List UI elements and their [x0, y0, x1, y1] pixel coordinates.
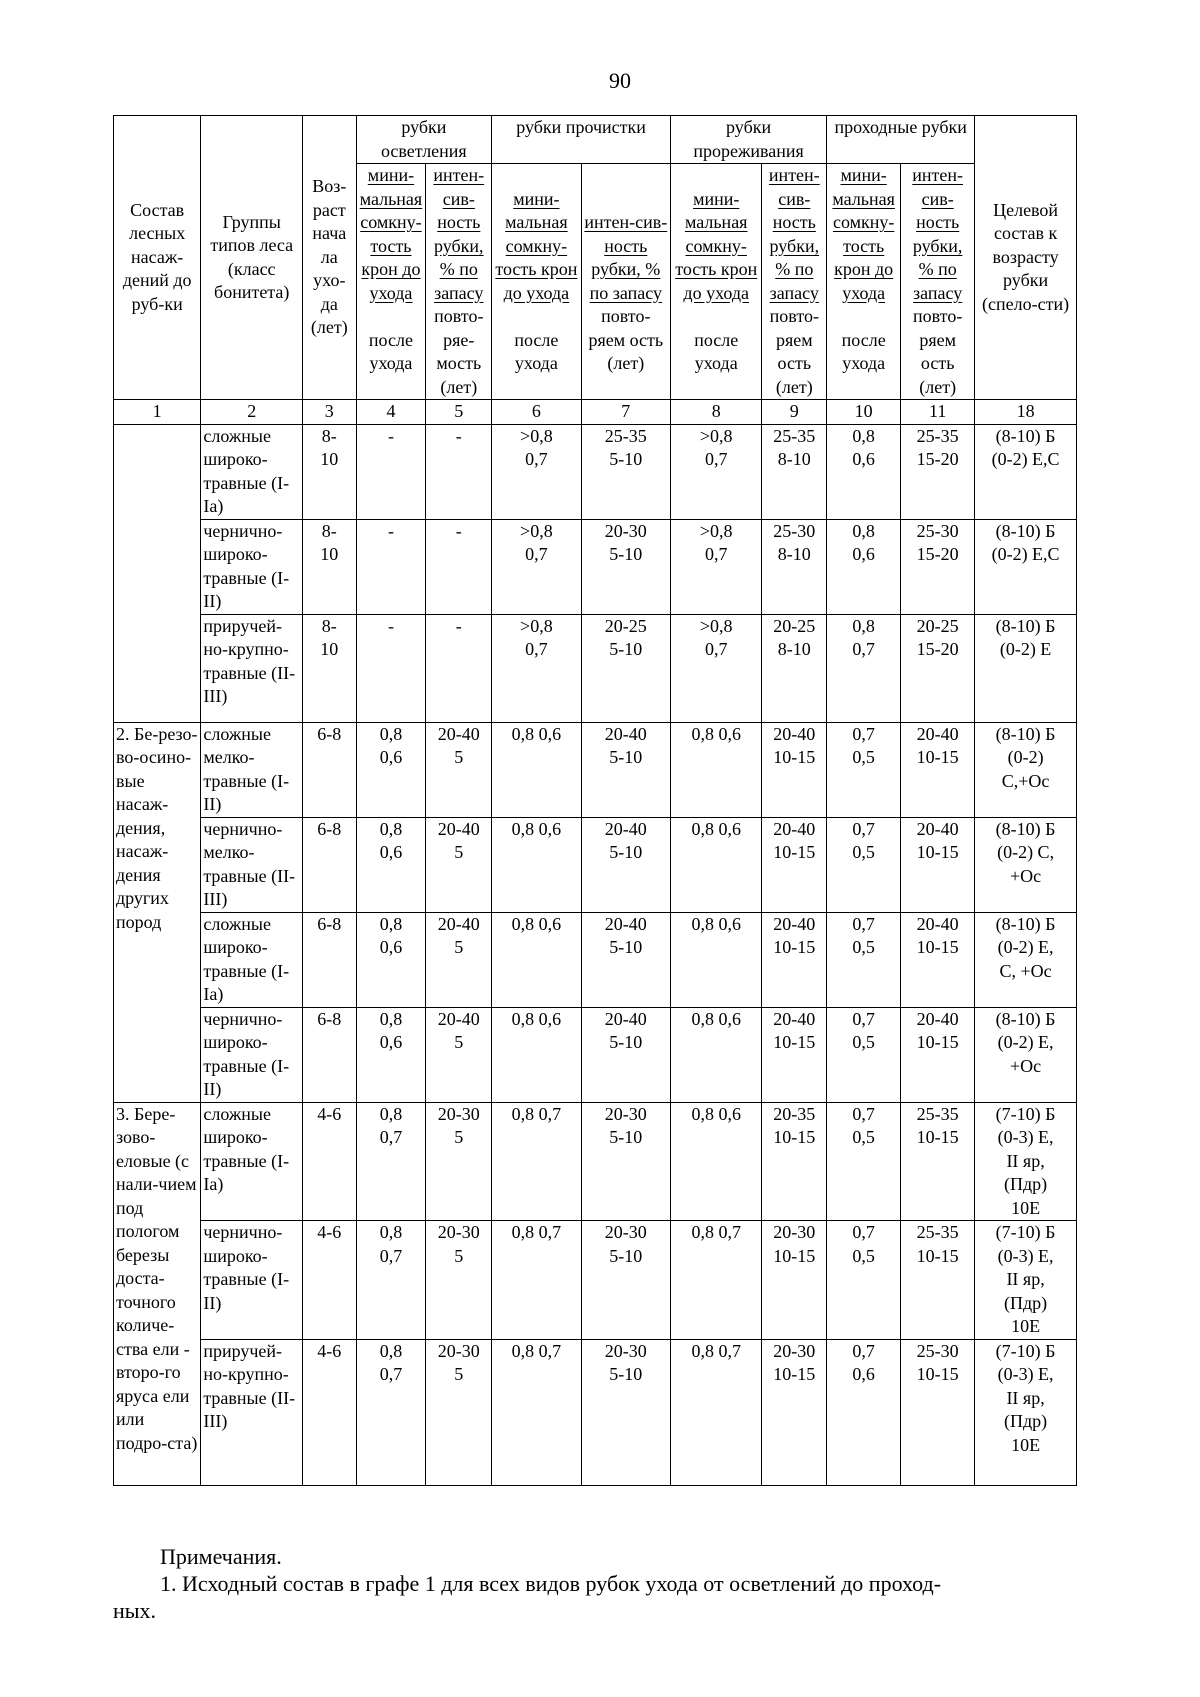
value-cell-c8: >0,8 0,7: [670, 424, 761, 519]
value-cell-c10: 0,8 0,7: [827, 614, 901, 722]
value-cell-c4: 0,8 0,6: [356, 722, 426, 817]
value-cell-c9: 20-40 10-15: [762, 1007, 827, 1102]
value-cell-c5: -: [426, 614, 492, 722]
table-row: [114, 614, 1077, 722]
header-group-2: рубки прореживания: [670, 116, 826, 164]
value-cell-c7: 20-40 5-10: [581, 1007, 670, 1102]
value-cell-age: 6-8: [303, 912, 356, 1007]
notes-title: Примечания.: [160, 1544, 282, 1569]
value-cell-c4: -: [356, 424, 426, 519]
value-cell-c6: 0,8 0,6: [492, 1007, 581, 1102]
value-cell-c6: 0,8 0,6: [492, 817, 581, 912]
value-cell-c8: 0,8 0,6: [670, 1007, 761, 1102]
value-cell-c6: >0,8 0,7: [492, 424, 581, 519]
col-number-7: 7: [581, 400, 670, 425]
forest-type-cell: чернично-широко-травные (I-II): [201, 519, 303, 614]
value-cell-c5: 20-40 5: [426, 1007, 492, 1102]
table-row: [114, 722, 1077, 817]
value-cell-c10: 0,7 0,6: [827, 1339, 901, 1485]
value-cell-c7: 20-30 5-10: [581, 1221, 670, 1340]
page-number: 90: [609, 68, 631, 93]
header-repeat-0: повто-ряе-мость (лет): [426, 305, 492, 400]
value-cell-c6: 0,8 0,7: [492, 1102, 581, 1221]
header-intensity-3: интен-сив-ность рубки, % по запасу: [901, 164, 975, 306]
value-cell-c10: 0,7 0,5: [827, 1007, 901, 1102]
header-group-0: рубки осветления: [356, 116, 492, 164]
forest-type-cell: чернично-широко-травные (I-II): [201, 1221, 303, 1340]
value-cell-c10: 0,7 0,5: [827, 817, 901, 912]
value-cell-c10: 0,7 0,5: [827, 912, 901, 1007]
value-cell-c9: 20-40 10-15: [762, 817, 827, 912]
value-cell-age: 6-8: [303, 817, 356, 912]
value-cell-c9: 20-30 10-15: [762, 1221, 827, 1340]
header-after-care-3: после ухода: [827, 305, 901, 400]
header-min-closure-1: мини-мальная сомкну-тость крон до ухода: [492, 164, 581, 306]
table-row: [114, 912, 1077, 1007]
value-cell-c7: 20-30 5-10: [581, 1339, 670, 1485]
value-cell-c11: 20-40 10-15: [901, 722, 975, 817]
value-cell-c11: 20-40 10-15: [901, 817, 975, 912]
value-cell-c7: 20-40 5-10: [581, 817, 670, 912]
value-cell-c4: 0,8 0,7: [356, 1339, 426, 1485]
forest-type-cell: чернично-мелко-травные (II-III): [201, 817, 303, 912]
header-group-3: проходные рубки: [827, 116, 975, 164]
header-intensity-0: интен-сив-ность рубки, % по запасу: [426, 164, 492, 306]
col-number-1: 1: [114, 400, 201, 425]
forest-type-cell: сложные широко-травные (I-Ia): [201, 1102, 303, 1221]
value-cell-c18: (7-10) Б (0-3) Е, II яр, (Пдр) 10Е: [975, 1221, 1077, 1340]
value-cell-c7: 20-40 5-10: [581, 722, 670, 817]
value-cell-c9: 20-40 10-15: [762, 722, 827, 817]
value-cell-c6: 0,8 0,7: [492, 1221, 581, 1340]
header-after-care-1: после ухода: [492, 305, 581, 400]
header-group-1: рубки прочистки: [492, 116, 671, 164]
value-cell-age: 4-6: [303, 1339, 356, 1485]
value-cell-c9: 20-40 10-15: [762, 912, 827, 1007]
table-row: [114, 519, 1077, 614]
value-cell-c6: 0,8 0,6: [492, 912, 581, 1007]
header-composition: Состав лесных насаж-дений до руб-ки: [114, 116, 201, 400]
value-cell-c5: 20-40 5: [426, 912, 492, 1007]
value-cell-c5: 20-30 5: [426, 1102, 492, 1221]
value-cell-age: 8- 10: [303, 424, 356, 519]
table-row: [114, 1221, 1077, 1340]
value-cell-c11: 20-40 10-15: [901, 912, 975, 1007]
value-cell-c11: 25-30 10-15: [901, 1339, 975, 1485]
table-row: [114, 1007, 1077, 1102]
value-cell-c7: 25-35 5-10: [581, 424, 670, 519]
composition-cell: [114, 424, 201, 722]
col-number-10: 10: [827, 400, 901, 425]
header-min-closure-2: мини-мальная сомкну-тость крон до ухода: [670, 164, 761, 306]
value-cell-c8: 0,8 0,7: [670, 1339, 761, 1485]
value-cell-c4: 0,8 0,6: [356, 817, 426, 912]
value-cell-c10: 0,7 0,5: [827, 1102, 901, 1221]
value-cell-c11: 25-30 15-20: [901, 519, 975, 614]
header-after-care-0: после ухода: [356, 305, 426, 400]
col-number-11: 11: [901, 400, 975, 425]
value-cell-c10: 0,7 0,5: [827, 1221, 901, 1340]
value-cell-c8: >0,8 0,7: [670, 519, 761, 614]
value-cell-c9: 25-30 8-10: [762, 519, 827, 614]
value-cell-c18: (8-10) Б (0-2) Е,С: [975, 519, 1077, 614]
value-cell-c18: (8-10) Б (0-2) С,+Ос: [975, 722, 1077, 817]
header-after-care-2: после ухода: [670, 305, 761, 400]
value-cell-c10: 0,8 0,6: [827, 519, 901, 614]
header-forest-type: Группы типов леса (класс бонитета): [201, 116, 303, 400]
value-cell-c11: 25-35 10-15: [901, 1102, 975, 1221]
forest-type-cell: приручей-но-крупно-травные (II-III): [201, 614, 303, 722]
col-number-12: 18: [975, 400, 1077, 425]
value-cell-c4: -: [356, 519, 426, 614]
composition-cell: 3. Бере-зово-еловые (с нали-чием под пологом березы доста-точного количе-ства ели - второ-го яруса ели или подро-ста): [114, 1102, 201, 1485]
notes: [113, 1543, 1080, 1624]
value-cell-c9: 20-35 10-15: [762, 1102, 827, 1221]
value-cell-c18: (7-10) Б (0-3) Е, II яр, (Пдр) 10Е: [975, 1102, 1077, 1221]
header-repeat-1: повто-ряем ость (лет): [581, 305, 670, 400]
value-cell-c5: 20-40 5: [426, 817, 492, 912]
value-cell-c4: 0,8 0,6: [356, 912, 426, 1007]
value-cell-c9: 20-25 8-10: [762, 614, 827, 722]
forest-type-cell: сложные широко-травные (I-Ia): [201, 424, 303, 519]
value-cell-c8: 0,8 0,6: [670, 912, 761, 1007]
col-number-2: 2: [201, 400, 303, 425]
value-cell-c11: 25-35 15-20: [901, 424, 975, 519]
col-number-8: 8: [670, 400, 761, 425]
value-cell-age: 4-6: [303, 1221, 356, 1340]
value-cell-c5: 20-30 5: [426, 1221, 492, 1340]
header-min-closure-3: мини-мальная сомкну-тость крон до ухода: [827, 164, 901, 306]
value-cell-c5: -: [426, 424, 492, 519]
value-cell-c18: (8-10) Б (0-2) Е, С, +Ос: [975, 912, 1077, 1007]
value-cell-c10: 0,8 0,6: [827, 424, 901, 519]
col-number-5: 5: [426, 400, 492, 425]
value-cell-c7: 20-25 5-10: [581, 614, 670, 722]
value-cell-c8: 0,8 0,6: [670, 722, 761, 817]
value-cell-age: 8- 10: [303, 614, 356, 722]
value-cell-c7: 20-30 5-10: [581, 519, 670, 614]
value-cell-c7: 20-40 5-10: [581, 912, 670, 1007]
value-cell-c4: 0,8 0,7: [356, 1221, 426, 1340]
value-cell-c4: 0,8 0,6: [356, 1007, 426, 1102]
value-cell-c8: >0,8 0,7: [670, 614, 761, 722]
value-cell-c4: -: [356, 614, 426, 722]
value-cell-c11: 20-25 15-20: [901, 614, 975, 722]
value-cell-c6: >0,8 0,7: [492, 519, 581, 614]
forest-thinning-table: [113, 115, 1077, 1486]
value-cell-c8: 0,8 0,6: [670, 1102, 761, 1221]
col-number-3: 3: [303, 400, 356, 425]
value-cell-c11: 20-40 10-15: [901, 1007, 975, 1102]
value-cell-c18: (8-10) Б (0-2) С, +Ос: [975, 817, 1077, 912]
col-number-9: 9: [762, 400, 827, 425]
value-cell-age: 8- 10: [303, 519, 356, 614]
table-row: [114, 424, 1077, 519]
value-cell-age: 6-8: [303, 722, 356, 817]
col-number-4: 4: [356, 400, 426, 425]
value-cell-age: 6-8: [303, 1007, 356, 1102]
table-row: [114, 1102, 1077, 1221]
value-cell-c18: (8-10) Б (0-2) Е,С: [975, 424, 1077, 519]
header-repeat-2: повто-ряем ость (лет): [762, 305, 827, 400]
header-intensity-1: интен-сив-ность рубки, % по запасу: [581, 164, 670, 306]
value-cell-c10: 0,7 0,5: [827, 722, 901, 817]
header-intensity-2: интен-сив-ность рубки, % по запасу: [762, 164, 827, 306]
value-cell-c5: 20-40 5: [426, 722, 492, 817]
header-min-closure-0: мини-мальная сомкну-тость крон до ухода: [356, 164, 426, 306]
forest-type-cell: чернично-широко-травные (I-II): [201, 1007, 303, 1102]
forest-type-cell: сложные мелко-травные (I-II): [201, 722, 303, 817]
forest-type-cell: приручей-но-крупно-травные (II-III): [201, 1339, 303, 1485]
value-cell-c5: 20-30 5: [426, 1339, 492, 1485]
col-number-6: 6: [492, 400, 581, 425]
value-cell-c6: 0,8 0,7: [492, 1339, 581, 1485]
value-cell-c9: 25-35 8-10: [762, 424, 827, 519]
value-cell-c9: 20-30 10-15: [762, 1339, 827, 1485]
forest-type-cell: сложные широко-травные (I-Ia): [201, 912, 303, 1007]
value-cell-c18: (8-10) Б (0-2) Е, +Ос: [975, 1007, 1077, 1102]
table-row: [114, 1339, 1077, 1485]
value-cell-c4: 0,8 0,7: [356, 1102, 426, 1221]
header-repeat-3: повто-ряем ость (лет): [901, 305, 975, 400]
value-cell-c7: 20-30 5-10: [581, 1102, 670, 1221]
value-cell-c8: 0,8 0,6: [670, 817, 761, 912]
table-row: [114, 817, 1077, 912]
value-cell-c6: >0,8 0,7: [492, 614, 581, 722]
composition-cell: 2. Бе-резо-во-осино-вые насаж-дения, насаж-дения других пород: [114, 722, 201, 1102]
value-cell-c5: -: [426, 519, 492, 614]
note-item-1: 1. Исходный состав в графе 1 для всех видов рубок ухода от осветлений до проход-: [160, 1571, 942, 1596]
value-cell-age: 4-6: [303, 1102, 356, 1221]
header-target: Целевой состав к возрасту рубки (спело-сти): [975, 116, 1077, 400]
value-cell-c18: (7-10) Б (0-3) Е, II яр, (Пдр) 10Е: [975, 1339, 1077, 1485]
note-item-1-tail: ных.: [113, 1598, 157, 1623]
header-age: Воз-раст нача ла ухо-да (лет): [303, 116, 356, 400]
value-cell-c6: 0,8 0,6: [492, 722, 581, 817]
value-cell-c18: (8-10) Б (0-2) Е: [975, 614, 1077, 722]
value-cell-c11: 25-35 10-15: [901, 1221, 975, 1340]
value-cell-c8: 0,8 0,7: [670, 1221, 761, 1340]
